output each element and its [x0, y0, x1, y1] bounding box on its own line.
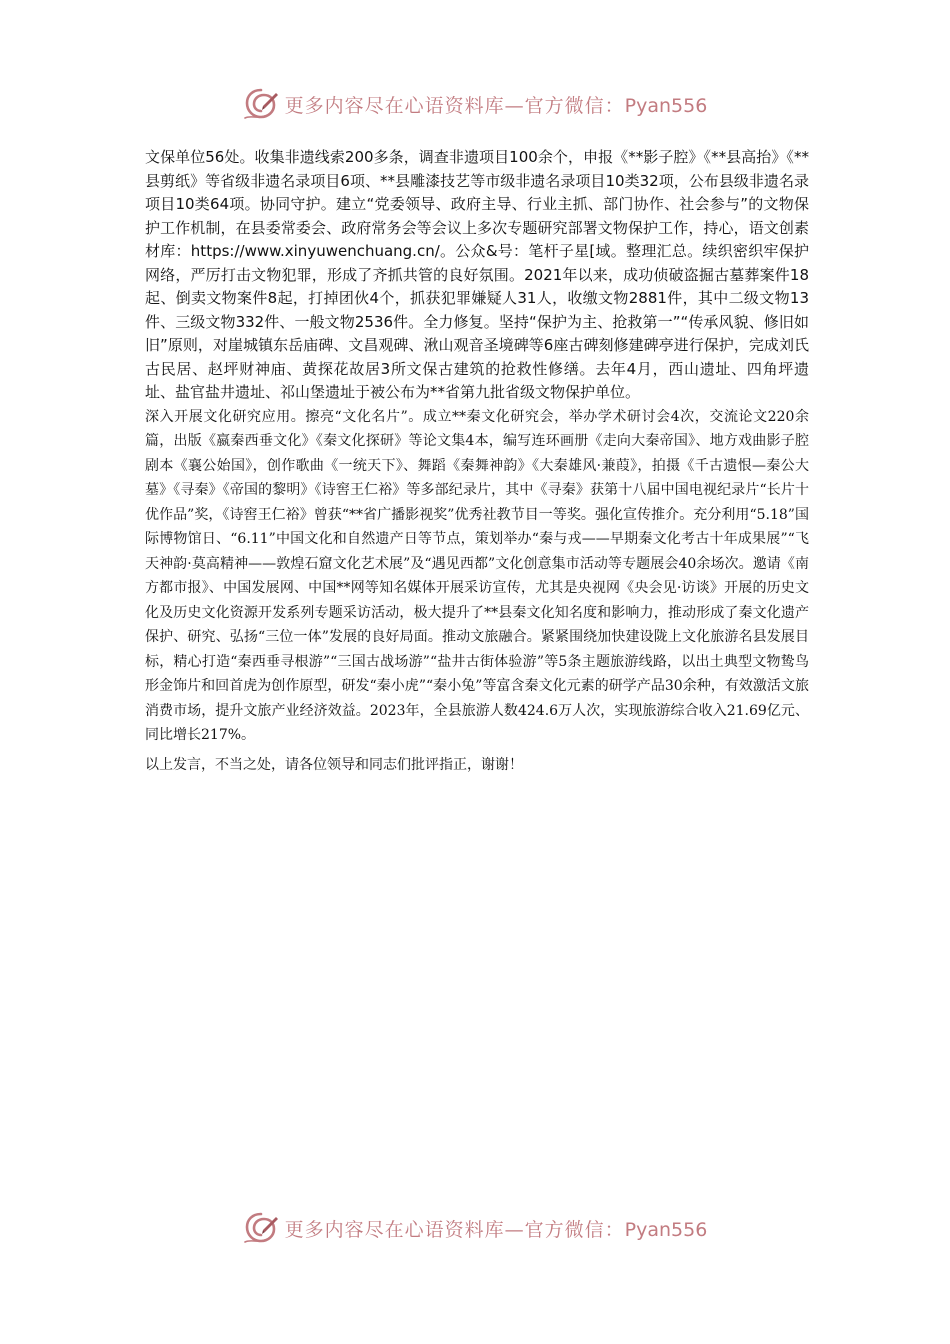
- brand-wechat-id: Pyan556: [624, 1218, 708, 1241]
- pen-swirl-logo-icon: [243, 1210, 279, 1246]
- body-paragraph-2: 深入开展文化研究应用。擦亮“文化名片”。成立**秦文化研究会，举办学术研讨会4次，交流论文220余篇，出版《嬴秦西垂文化》《秦文化探研》等论文集4本，编写连环画册《走向大秦帝国》、地方戏曲影子腔剧本《襄公始国》，创作歌曲《一统天下》、舞蹈《秦舞神韵》《大秦雄风·兼葭》，拍摄《千古遗恨—秦公大墓》《寻秦》《帝国的黎明》《诗窖王仁裕》等多部纪录片，其中《寻秦》获第十八届中国电视纪录片“长片十优作品”奖，《诗窖王仁裕》曾获“**省广播影视奖”优秀社教节目一等奖。强化宣传推介。充分利用“5.18”国际博物馆日、“6.11”中国文化和自然遗产日等节点，策划举办“秦与戎——早期秦文化考古十年成果展”“飞天神韵·莫高精神——敦煌石窟文化艺术展”及“遇见西都”文化创意集市活动等专题展会40余场次。邀请《南方都市报》、中国发展网、中国**网等知名媒体开展采访宣传，尤其是央视网《央会见·访谈》开展的历史文化及历史文化资源开发系列专题采访活动，极大提升了**县秦文化知名度和影响力，推动形成了秦文化遗产保护、研究、弘扬“三位一体”发展的良好局面。推动文旅融合。紧紧围绕加快建设陇上文化旅游名县发展目标，精心打造“秦西垂寻根游”“三国古战场游”“盐井古街体验游”等5条主题旅游线路，以出土典型文物鸷鸟形金饰片和回首虎为创作原型，研发“秦小虎”“秦小兔”等富含秦文化元素的研学产品30余种，有效激活文旅消费市场，提升文旅产业经济效益。2023年，全县旅游人数424.6万人次，实现旅游综合收入21.69亿元、同比增长217%。: [145, 408, 809, 743]
- closing-remark: 以上发言，不当之处，请各位领导和同志们批评指正，谢谢！: [145, 756, 523, 773]
- brand-slogan: 更多内容尽在心语资料库—官方微信：Pyan556: [284, 94, 708, 117]
- brand-slogan: 更多内容尽在心语资料库—官方微信：Pyan556: [284, 1218, 708, 1241]
- body-paragraph-1: 文保单位56处。收集非遗线索200多条，调查非遗项目100余个，申报《**影子腔》《**县高抬》《**县剪纸》等省级非遗名录项目6项、**县雕漆技艺等市级非遗名录项目10类32项，公布县级非遗名录项目10类64项。协同守护。建立“党委领导、政府主导、行业主抓、部门协作、社会参与”的文物保护工作机制，在县委常委会、政府常务会等会议上多次专题研究部署文物保护工作，持心，语文创素材库：https://www.xinyuwenchuang.cn/。公众&号：笔杆子星[域。整理汇总。续织密织牢保护网络，严厉打击文物犯罪，形成了齐抓共管的良好氛围。2021年以来，成功侦破盗掘古墓葬案件18起、倒卖文物案件8起，打掉团伙4个，抓获犯罪嫌疑人31人，收缴文物2881件，其中二级文物13件、三级文物332件、一般文物2536件。全力修复。坚持“保护为主、抢救第一”“传承风貌、修旧如旧”原则，对崖城镇东岳庙碑、文昌观碑、湫山观音圣境碑等6座古碑刻修建碑亭进行保护，完成刘氏古民居、赵坪财神庙、黄探花故居3所文保古建筑的抢救性修缮。去年4月，西山遗址、四角坪遗址、盐官盐井遗址、祁山堡遗址于被公布为**省第九批省级文物保护单位。: [145, 148, 809, 401]
- header-watermark: [0, 84, 950, 124]
- brand-wechat-id: Pyan556: [624, 94, 708, 117]
- pen-swirl-logo-icon: [243, 86, 279, 122]
- document-body: [145, 146, 809, 777]
- footer-watermark: [0, 1208, 950, 1248]
